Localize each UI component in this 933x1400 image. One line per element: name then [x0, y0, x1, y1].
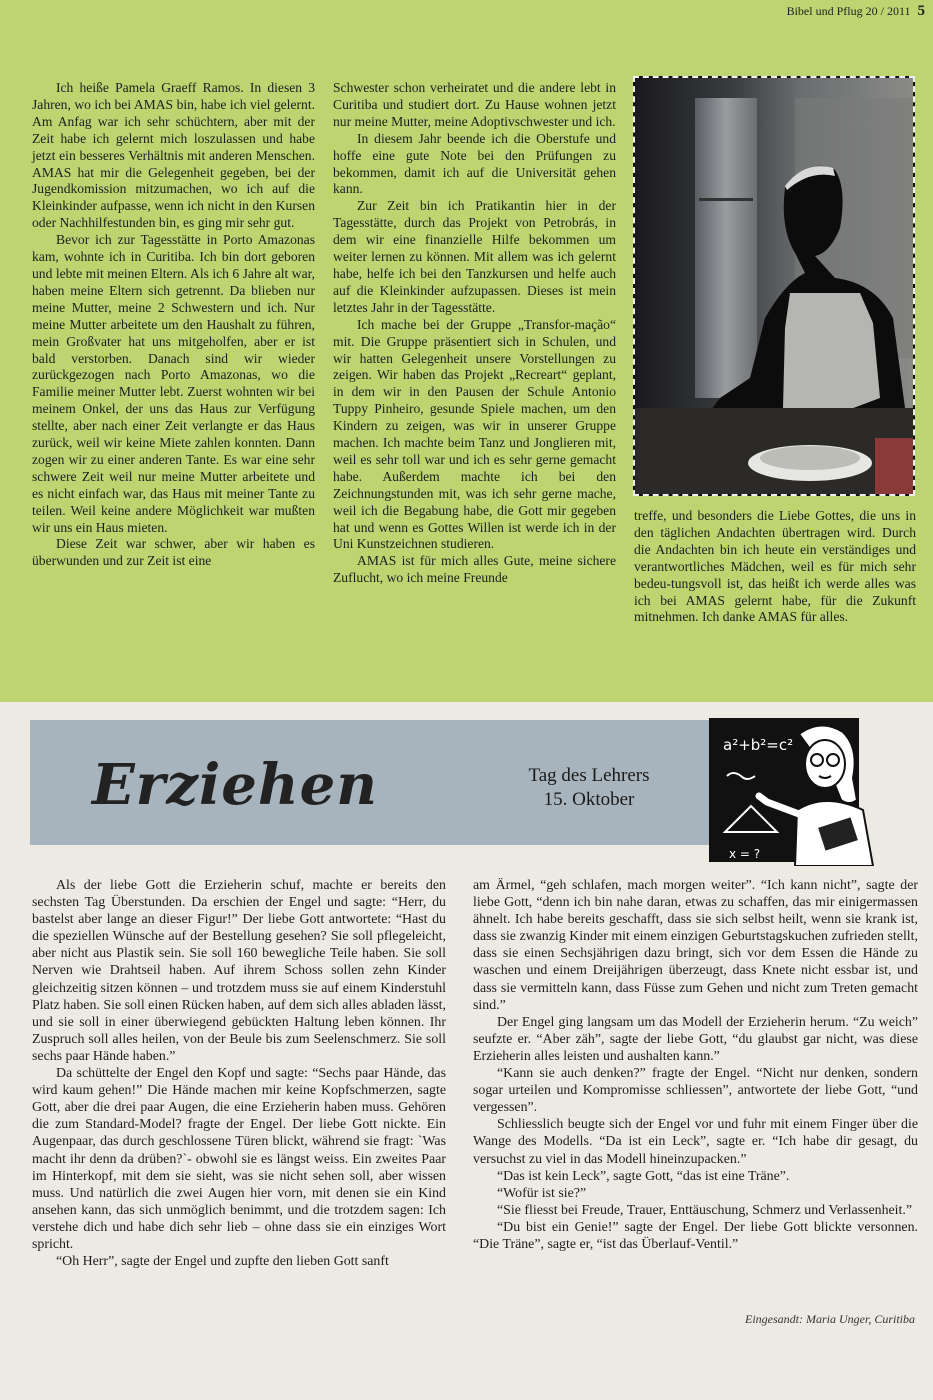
teacher-icon: [703, 714, 881, 866]
paragraph: Schwester schon verheiratet und die andere lebt in Curitiba und studiert dort. Zu Hause wohnen jetzt nur meine Mutter, meine Adoptivschwester und ich.: [333, 80, 616, 129]
banner-subtitle: [498, 764, 680, 812]
page-number: 5: [917, 3, 925, 19]
paragraph: “Kann sie auch denken?” fragte der Engel. “Nicht nur denken, sondern sogar urteilen und Kompromisse schliessen”, antwortete der liebe Gott, “und vergessen”.: [473, 1066, 918, 1116]
paragraph: “Du bist ein Genie!” sagte der Engel. Der liebe Gott blickte versonnen. “Die Träne”, sagte er, “ist das Überlauf-Ventil.”: [473, 1219, 918, 1252]
kitchen-girl-photo: [633, 76, 915, 496]
top-article-column-2: [333, 80, 616, 587]
paragraph: am Ärmel, “geh schlafen, mach morgen weiter”. “Ich kann nicht”, sagte der liebe Gott, “denn ich bin nahe daran, etwas zu schaffen, das mir einigermassen ähnelt. Ich habe bereits geschafft, dass sie sich selbst heilt, wenn sie krank ist, dass sie zwanzig Kinder mit einem einzigen Geburtstagskuchen zufrieden stellt, dass sie einen Sechsjährigen dazu bringt, sich vor dem Essen die Hände zu waschen und einem Dreijährigen überzeugt, dass Knete nicht essbar ist, und dass sie vermitteln kann, dass Füsse zum Gehen und nicht zum Treten gemacht sind.”: [473, 878, 918, 1013]
page-header: [787, 3, 925, 20]
paragraph: treffe, und besonders die Liebe Gottes, die uns in den täglichen Andachten übertragen wird. Durch die Andachten bin ich heute ein verständiges und verantwortliches Mädchen, weil es für mich sehr bedeu-tungsvoll ist, das heißt ich werde alles was ich bei AMAS gelernt habe, für die Zukunft mitnehmen. Ich danke AMAS für alles.: [634, 508, 916, 625]
board-bottom-text: x = ?: [729, 847, 761, 861]
paragraph: “Das ist kein Leck”, sagte Gott, “das ist eine Träne”.: [497, 1168, 790, 1184]
subtitle-date: 15. Oktober: [543, 789, 635, 810]
paragraph: Da schüttelte der Engel den Kopf und sagte: “Sechs paar Hände, das wird kaum gehen!” Die Hände machen mir keine Kopfschmerzen, sagte Gott, aber die drei paar Augen, die eine Erzieherin haben muss. Gehören die zum Standard-Model? fragte der Engel. Der liebe Gott nickte. Ein Augenpaar, das durch geschlossene Türen blickt, während sie fragt: `Was macht ihr denn da drüben?`- obwohl sie es längst weiss. Ein zweites Paar im Hinterkopf, mit dem sie sieht, was sie nicht sehen soll, aber wissen muss. Und natürlich die zwei Augen hier vorn, mit denen sie ein Kind ansehen kann, das sich unmöglich benimmt, und die trotzdem sagen: Ich verstehe dich und habe dich sehr lieb – ohne dass sie ein einziges Wort spricht.: [32, 1066, 446, 1252]
paragraph: “Oh Herr”, sagte der Engel und zupfte den lieben Gott sanft: [56, 1254, 389, 1270]
section-title: Erziehen: [92, 752, 378, 818]
paragraph: Der Engel ging langsam um das Modell der Erzieherin herum. “Zu weich” seufzte er. “Aber zäh”, sagte der liebe Gott, “du glaubst gar nicht, was diese Erzieherin alles leisten und aushalten kann.”: [473, 1014, 918, 1064]
paragraph: In diesem Jahr beende ich die Oberstufe und hoffe eine gute Note bei den Prüfungen zu bekommen, damit ich auf die Universität gehen kann.: [333, 130, 616, 197]
paragraph: Zur Zeit bin ich Pratikantin hier in der Tagesstätte, durch das Projekt von Petrobrás, in dem wir eine finanzielle Hilfe bekommen um weiter lernen zu können. Mit allem was ich gelernt habe, helfe ich bei den Tanzkursen und helfe auch auf die Kleinkinder aufzupassen. Dieses ist mein letztes Jahr in der Tagesstätte.: [333, 198, 616, 315]
board-formula: a²+b²=c²: [723, 736, 794, 754]
paragraph: “Sie fliesst bei Freude, Trauer, Enttäuschung, Schmerz und Verlassenheit.”: [497, 1202, 913, 1218]
teacher-blackboard-illustration: [703, 714, 881, 866]
paragraph: Ich heiße Pamela Graeff Ramos. In diesen 3 Jahren, wo ich bei AMAS bin, habe ich viel gelernt. Am Anfag war ich sehr schüchtern, aber mit der Zeit habe ich gelernt mich loszulassen und habe jetzt ein besseres Verhältnis mit anderen Menschen. AMAS hat mir die Gelegenheit gegeben, bei der Jugendkomission mitzumachen, wo ich auf die Kleinkinder aufpasse, wenn ich nicht in den Kursen oder Nachhilfestunden bin, es ging mir sehr gut.: [32, 80, 315, 231]
subtitle-line: Tag des Lehrers: [528, 765, 650, 786]
issue-number: 20 / 2011: [865, 4, 911, 18]
photo-icon: [635, 78, 913, 494]
paragraph: AMAS ist für mich alles Gute, meine sichere Zuflucht, wo ich meine Freunde: [333, 553, 616, 586]
bottom-article-column-1: [32, 877, 446, 1270]
article-credit: Eingesandt: Maria Unger, Curitiba: [745, 1312, 915, 1326]
paragraph: Ich mache bei der Gruppe „Transfor-mação“ mit. Die Gruppe präsentiert sich in Schulen, und wir hatten Gelegenheit unsere Vorstellungen zu zeigen. Wir haben das Projekt „Recreart“ geplant, in dem wir in den Pausen der Schule Antonio Tuppy Pinheiro, gesunde Spiele machen, um den Kindern zu zeigen, was wir in unserer Gruppe machen. Ich machte beim Tanz und Jonglieren mit, weil es sehr toll war und ich es sehr gerne gemacht habe. Außerdem machte ich bei den Zeichnungstunden mit, was ich sehr gerne mache, weil ich die Begabung habe, die Gott mir gegeben hat und wenn es Gottes Willen ist werde ich in der Uni Kunstzeichnen studieren.: [333, 316, 616, 552]
paragraph: Bevor ich zur Tagesstätte in Porto Amazonas kam, wohnte ich in Curitiba. Ich bin dort geboren und lebte mit meinen Eltern. Als ich 6 Jahre alt war, haben meine Eltern sich getrennt. Da blieben nur meine Mutter, meine 2 Schwestern und ich. Nur meine Mutter arbeitete um den Haushalt zu führen, mein Großvater hat uns mitgeholfen, aber er ist bald verstorben. Danach sind wir wieder zurückgezogen nach Porto Amazonas, wo die Familie meiner Mutter lebt. Zuerst wohnten wir bei meinem Onkel, der uns das Haus zur Verfügung stellte, aber nach einer Zeit verlangte er das Haus zurück, weil wir keine Miete zahlen konnten. Dann zogen wir zu einer anderen Tante. Es war eine sehr schwere Zeit weil nur meine Mutter arbeitete und es nicht einfach war, das Haus mit meiner Tante zu teilen. Weil keine andere Möglichkeit war mußten wir uns ein Haus mieten.: [32, 232, 315, 535]
paragraph: Diese Zeit war schwer, aber wir haben es überwunden und zur Zeit ist eine: [32, 536, 315, 569]
paragraph: Schliesslich beugte sich der Engel vor und fuhr mit einem Finger über die Wange des Modells. “Da ist ein Leck”, sagte er. “Ich habe dir gesagt, du versuchst zu viel in das Modell hineinzupacken.”: [473, 1117, 918, 1167]
magazine-name: Bibel und Pflug: [786, 4, 863, 18]
top-article-column-1: [32, 80, 315, 570]
paragraph: “Wofür ist sie?”: [497, 1185, 587, 1201]
bottom-article-column-2: [473, 877, 918, 1253]
paragraph: Als der liebe Gott die Erzieherin schuf, machte er bereits den sechsten Tag Überstunden. Da erschien der Engel und sagte: “Herr, du bastelst aber lange an dieser Figur!” Der liebe Gott antwortete: “Hast du die speziellen Wünsche auf der Bestellung gesehen? Sie soll pflegeleicht, aber nicht aus Plastik sein. Sie soll 160 bewegliche Teile haben. Sie soll Nerven wie Drahtseil haben. Auf ihrem Schoss sollen zehn Kinder gleichzeitig sitzen können – und trotzdem muss sie auf einem Kinderstuhl Platz haben. Sie soll einen Rücken haben, auf dem sich alles abladen lässt, und sie soll in einer überwiegend gebückten Haltung leben können. Ihr Zuspruch soll alles heilen, von der Beule bis zum Seelenschmerz. Sie soll sechs paar Hände haben.”: [32, 878, 446, 1064]
top-article-column-3: [634, 508, 916, 626]
